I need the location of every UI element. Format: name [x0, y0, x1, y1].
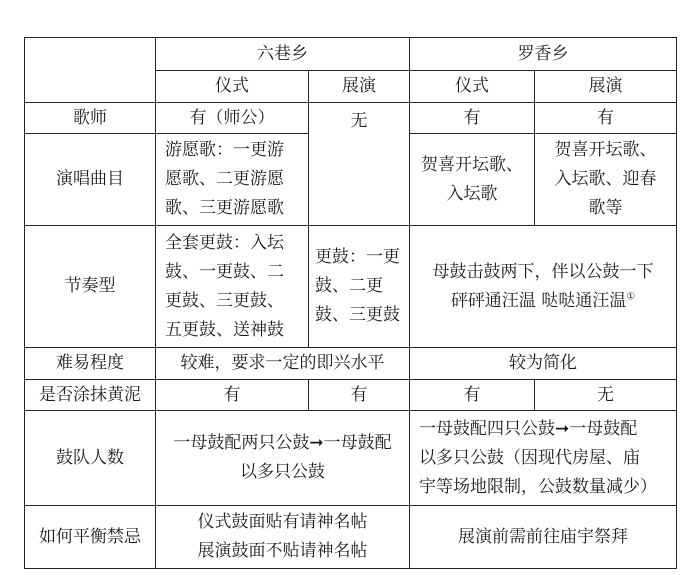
songs-a-ritual-line: 歌、三更游愿歌 [165, 198, 284, 218]
drummers-b-line: 一母鼓配四只公鼓➞一母鼓配 [419, 418, 638, 439]
footnote-marker: ① [626, 290, 636, 302]
songs-a-ritual-line: 愿歌、二更游愿 [165, 169, 284, 189]
row-label-difficulty: 难易程度 [25, 348, 156, 380]
header-a-performance: 展演 [309, 71, 410, 103]
cell-mud-b-ritual: 有 [410, 380, 535, 411]
cell-mud-a-ritual: 有 [156, 380, 309, 411]
rhythm-b-syllables: 砰砰通汪温 哒哒通汪温 [450, 290, 627, 311]
row-label-taboo: 如何平衡禁忌 [25, 506, 156, 569]
rhythm-a-ritual-line: 五更鼓、送神鼓 [165, 319, 284, 340]
cell-rhythm-b [410, 226, 677, 348]
cell-taboo-b: 展演前需前往庙宇祭拜 [410, 506, 677, 569]
cell-taboo-a [156, 506, 410, 569]
songs-b-ritual-line: 入坛歌 [446, 183, 498, 204]
cell-songs-b-ritual [410, 134, 535, 226]
cell-mud-a-performance: 有 [309, 380, 410, 411]
row-drummers [25, 411, 677, 506]
rhythm-a-performance-line: 鼓、二更 [315, 276, 383, 296]
row-mud [25, 380, 677, 411]
cell-songs-b-performance [535, 134, 677, 226]
header-b-performance: 展演 [535, 71, 677, 103]
cell-singer-b-ritual: 有 [410, 103, 535, 134]
cell-drummers-a [156, 411, 410, 506]
songs-b-performance-line: 贺喜开坛歌、 [554, 140, 657, 160]
row-difficulty [25, 348, 677, 380]
rhythm-a-ritual-line: 更鼓、三更鼓、 [165, 290, 284, 311]
rhythm-a-ritual-line: 全套更鼓：入坛 [165, 232, 284, 253]
songs-b-ritual-line: 贺喜开坛歌、 [421, 154, 523, 175]
row-taboo [25, 506, 677, 569]
rhythm-a-performance-line: 鼓、三更鼓 [315, 305, 400, 325]
corner-cell [25, 38, 156, 103]
cell-singer-b-performance: 有 [535, 103, 677, 134]
header-village-b: 罗香乡 [410, 38, 677, 71]
cell-singer-a-ritual: 有（师公） [156, 103, 309, 134]
rhythm-b-line: 母鼓击鼓两下，伴以公鼓一下 [432, 261, 654, 282]
cell-difficulty-a: 较难，要求一定的即兴水平 [156, 348, 410, 380]
row-label-drummers: 鼓队人数 [25, 411, 156, 506]
header-a-ritual: 仪式 [156, 71, 309, 103]
header-village-a: 六巷乡 [156, 38, 410, 71]
row-label-mud: 是否涂抹黄泥 [25, 380, 156, 411]
taboo-a-line: 仪式鼓面贴有请神名帖 [197, 512, 368, 532]
drummers-a-line: 以多只公鼓 [240, 462, 325, 482]
drummers-b-line: 以多只公鼓（因现代房屋、庙 [419, 447, 640, 468]
row-label-songs: 演唱曲目 [25, 134, 156, 226]
cell-mud-b-performance: 无 [535, 380, 677, 411]
cell-songs-a-ritual [156, 134, 309, 226]
cell-difficulty-b: 较为简化 [410, 348, 677, 380]
rhythm-b-line [414, 287, 672, 316]
header-row-villages [25, 38, 677, 71]
songs-a-ritual-line: 游愿歌：一更游 [165, 140, 284, 160]
cell-rhythm-a-ritual [156, 226, 309, 348]
row-label-singer: 歌师 [25, 103, 156, 134]
comparison-table [24, 37, 677, 569]
cell-drummers-b [410, 411, 677, 506]
drummers-b-line: 宇等场地限制，公鼓数量减少） [419, 476, 657, 497]
songs-b-performance-line: 入坛歌、迎春 [554, 169, 657, 189]
cell-songs-a-performance: 无 [309, 103, 410, 226]
rhythm-a-ritual-line: 鼓、一更鼓、二 [165, 261, 284, 282]
row-rhythm [25, 226, 677, 348]
row-label-rhythm: 节奏型 [25, 226, 156, 348]
cell-rhythm-a-performance [309, 226, 410, 348]
row-singer [25, 103, 677, 134]
rhythm-a-performance-line: 更鼓：一更 [315, 247, 400, 267]
header-b-ritual: 仪式 [410, 71, 535, 103]
drummers-a-line: 一母鼓配两只公鼓➞一母鼓配 [173, 433, 392, 453]
songs-b-performance-line: 歌等 [588, 198, 623, 218]
taboo-a-line: 展演鼓面不贴请神名帖 [197, 541, 368, 561]
